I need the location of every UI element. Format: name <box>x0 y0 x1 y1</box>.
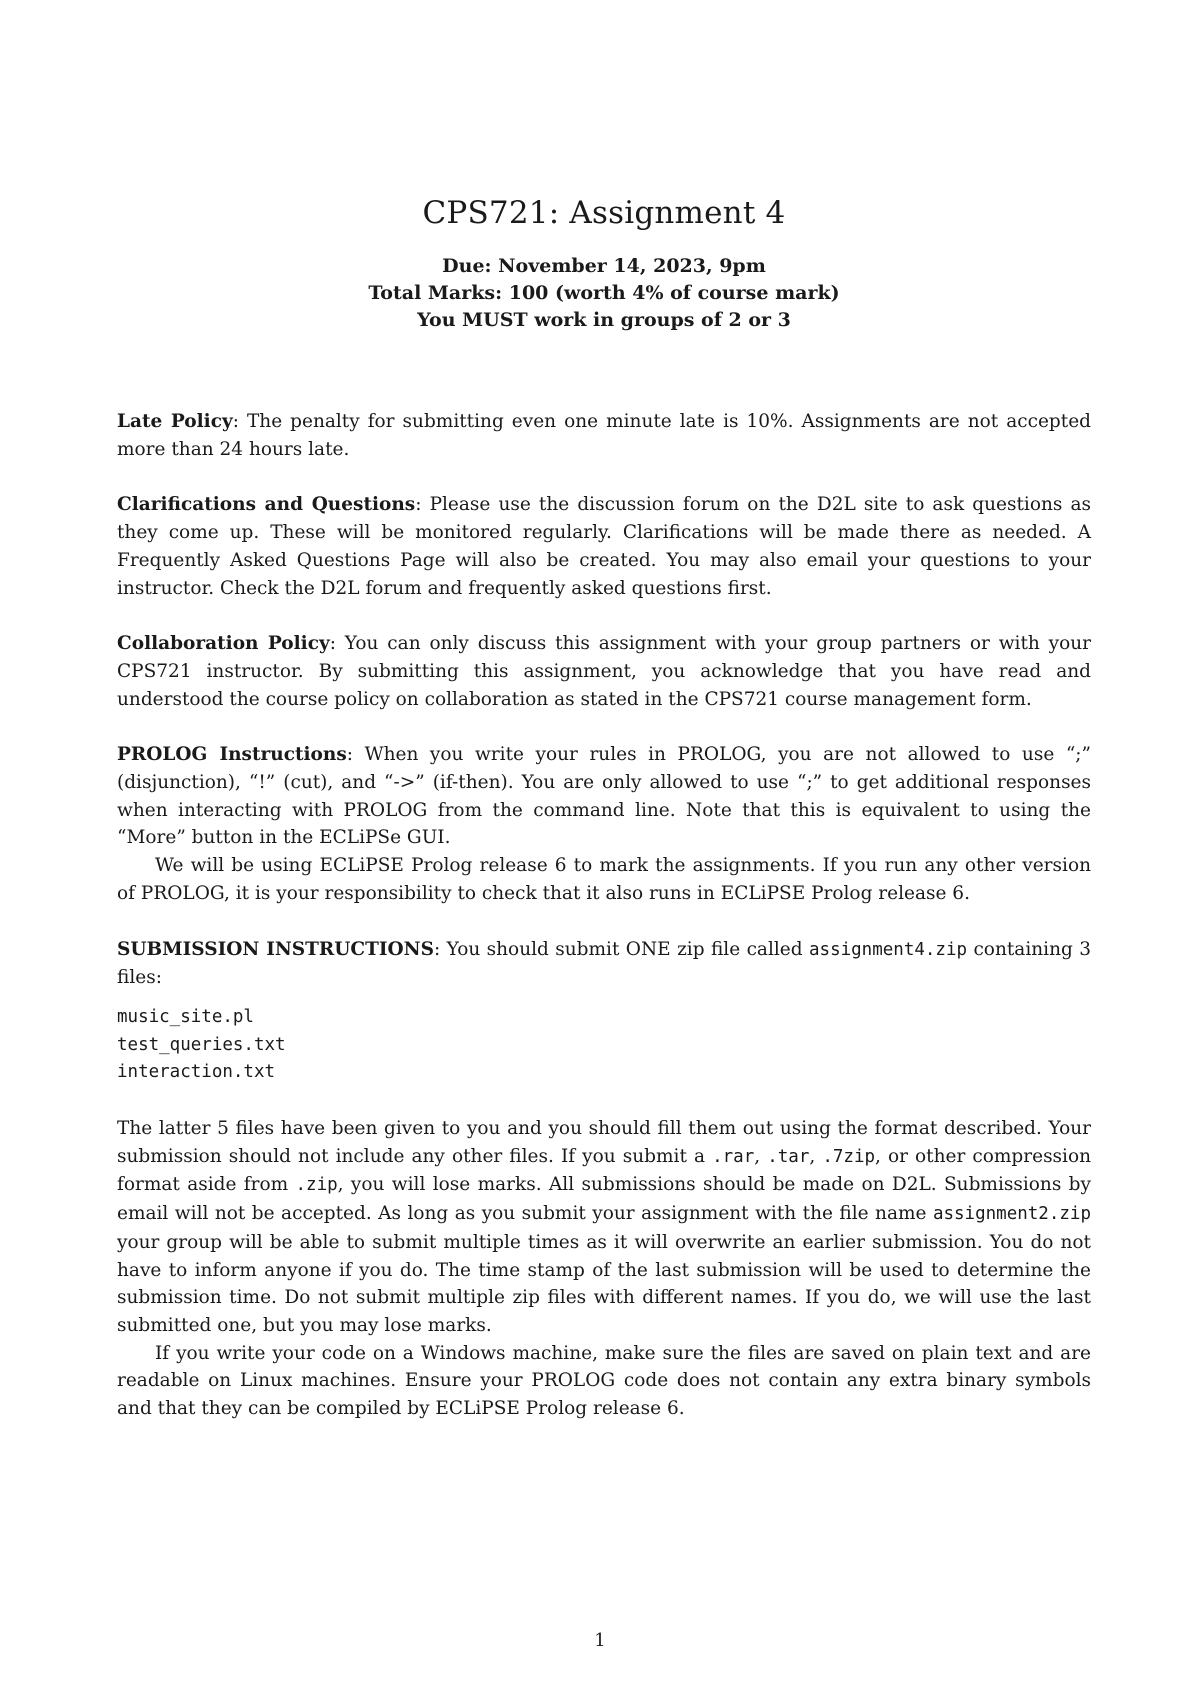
clarifications-label: Clarifications and Questions <box>117 494 416 516</box>
list-item: music_site.pl <box>117 1006 254 1027</box>
collaboration-label: Collaboration Policy <box>117 633 330 655</box>
submission-paragraph <box>117 936 1091 992</box>
list-item: test_queries.txt <box>117 1034 286 1055</box>
separator: , <box>754 1145 768 1167</box>
submission-details-paragraph <box>117 1115 1091 1340</box>
list-item: interaction.txt <box>117 1062 276 1083</box>
page-number: 1 <box>594 1630 606 1651</box>
submission-details-text: , or other compression format aside from <box>117 1145 1092 1196</box>
prolog-label: PROLOG Instructions <box>117 744 347 766</box>
submission-text-b: containing 3 files: <box>117 938 1091 989</box>
collaboration-paragraph <box>117 630 1091 713</box>
clarifications-text: : Please use the discussion forum on the D2L site to ask questions as they come up. These will be monitored regularly. Clarifications will be made there as needed. A Frequently Asked Questions Page will also be created. You may also email your questions to your instructor. Check the D2L forum and frequently asked questions first. <box>117 494 1091 599</box>
file-list <box>117 1004 1091 1087</box>
ext-zip: .zip <box>295 1175 338 1196</box>
submission-text-a: : You should submit ONE zip file called <box>433 938 809 960</box>
submission-details-text: , you will lose marks. All submissions should be made on D2L. Submissions by email will not be accepted. As long as you submit your assignment with the file name <box>117 1174 1091 1225</box>
zip-filename: assignment4.zip <box>809 939 968 960</box>
document-body <box>117 408 1091 1451</box>
ext-rar: .rar <box>712 1146 755 1167</box>
group-requirement: You MUST work in groups of 2 or 3 <box>417 309 791 331</box>
separator: , <box>809 1145 823 1167</box>
windows-paragraph: If you write your code on a Windows machine, make sure the files are saved on plain text and are readable on Linux machines. Ensure your PROLOG code does not contain any extra binary symbols and that they can be compiled by ECLiPSE Prolog release 6. <box>117 1342 1091 1420</box>
collaboration-text: : You can only discuss this assignment with your group partners or with your CPS721 instructor. By submitting this assignment, you acknowledge that you have read and understood the course policy on collaboration as stated in the CPS721 course management form. <box>117 633 1091 710</box>
prolog-text: : When you write your rules in PROLOG, you are not allowed to use “;” (disjunction), “!” (cut), and “->” (if-then). You are only allowed to use “;” to get additional responses when interacting with PROLOG from the command line. Note that this is equivalent to using the “More” button in the ECLiPSe GUI. <box>117 744 1091 849</box>
page-title: CPS721: Assignment 4 <box>422 195 786 231</box>
prolog-paragraph <box>117 741 1091 852</box>
total-marks: Total Marks: 100 (worth 4% of course mark) <box>368 282 840 304</box>
prolog-release-paragraph: We will be using ECLiPSE Prolog release 6 to mark the assignments. If you run any other version of PROLOG, it is your responsibility to check that it also runs in ECLiPSE Prolog release 6. <box>117 855 1091 904</box>
clarifications-paragraph <box>117 491 1091 602</box>
ext-7zip: .7zip <box>822 1146 876 1167</box>
submission-details-text: your group will be able to submit multiple times as it will overwrite an earlier submission. You do not have to inform anyone if you do. The time stamp of the last submission will be used to determine the submission time. Do not submit multiple zip files with different names. If you do, we will use the last submitted one, but you may lose marks. <box>117 1231 1091 1336</box>
late-policy-text: : The penalty for submitting even one minute late is 10%. Assignments are not accepted more than 24 hours late. <box>117 411 1091 460</box>
submission-details-text: The latter 5 files have been given to you and you should fill them out using the format described. Your submission should not include any other files. If you submit a <box>117 1118 1091 1167</box>
late-policy-label: Late Policy <box>117 411 233 432</box>
zip-filename-2: assignment2.zip <box>932 1204 1091 1225</box>
submission-label: SUBMISSION INSTRUCTIONS <box>117 938 434 960</box>
late-policy-paragraph <box>117 408 1091 463</box>
ext-tar: .tar <box>767 1146 810 1167</box>
due-date: Due: November 14, 2023, 9pm <box>442 255 766 277</box>
